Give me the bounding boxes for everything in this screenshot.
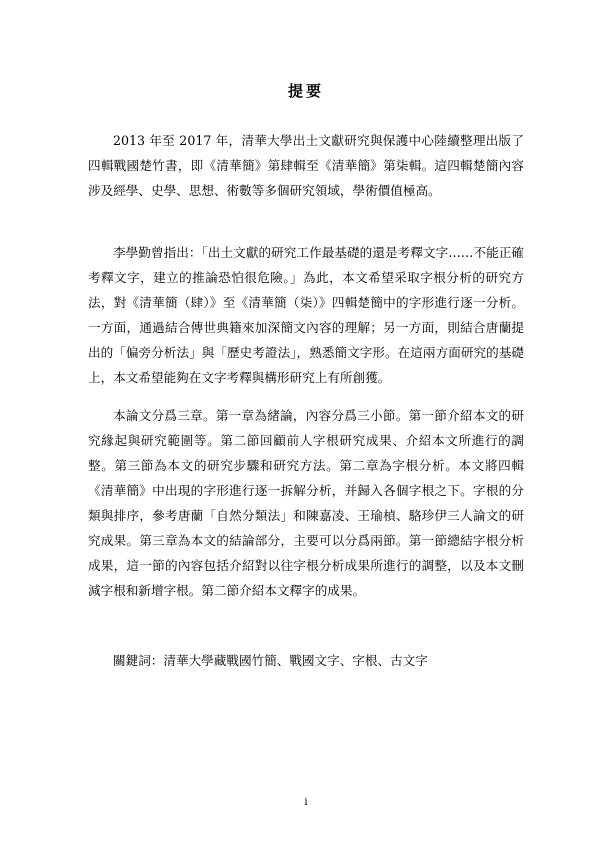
abstract-paragraph-1: 2013 年至 2017 年，清華大學出土文獻研究與保護中心陸續整理出版了四輯戰國楚竹書，即《清華簡》第肆輯至《清華簡》第柒輯。這四輯楚簡內容涉及經學、史學、思想、術數等多個研究領域，學術價值極高。	[88, 133, 524, 198]
abstract-paragraph-2: 李學勤曾指出：「出土文獻的研究工作最基礎的還是考釋文字……不能正確考釋文字，建立的推論恐怕很危險。」為此，本文希望采取字根分析的研究方法，對《清華簡（肆）》至《清華簡（柒）》四輯楚簡中的字形進行逐一分析。一方面，通過結合傳世典籍來加深簡文內容的理解；另一方面，則結合唐蘭提出的「偏旁分析法」與「歷史考證法」，熟悉簡文字形。在這兩方面研究的基礎上，本文希望能夠在文字考釋與構形研究上有所創獲。	[88, 245, 524, 385]
page-title: 提要	[287, 82, 324, 100]
page-number: i	[304, 797, 308, 808]
abstract-paragraph-3: 本論文分爲三章。第一章為緒論，內容分爲三小節。第一節介紹本文的研究緣起與研究範圍等。第二節回顧前人字根研究成果、介紹本文所進行的調整。第三節為本文的研究步驟和研究方法。第二章為字根分析。本文將四輯《清華簡》中出現的字形進行逐一拆解分析，并歸入各個字根之下。字根的分類與排序，參考唐蘭「自然分類法」和陳嘉凌、王瑜楨、駱珍伊三人論文的研究成果。第三章為本文的結論部分，主要可以分爲兩節。第一節總結字根分析成果，這一節的內容包括介紹對以往字根分析成果所進行的調整，以及本文刪減字根和新增字根。第二節介紹本文釋字的成果。	[88, 408, 524, 598]
keywords-line: 關鍵詞：清華大學藏戰國竹簡、戰國文字、字根、古文字	[113, 653, 428, 668]
